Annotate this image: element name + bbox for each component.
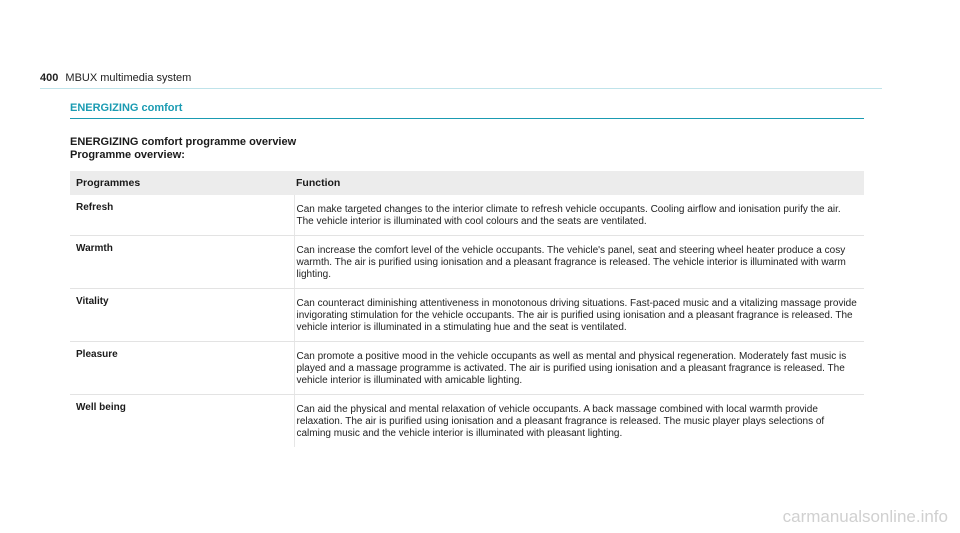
column-header-programmes: Programmes [70, 171, 294, 195]
subheading-caption: Programme overview: [70, 149, 185, 161]
table-row [70, 342, 864, 395]
programme-name: Warmth [70, 236, 294, 289]
programme-table [70, 171, 864, 447]
subheading [70, 136, 296, 162]
table-row [70, 195, 864, 236]
programme-name: Refresh [70, 195, 294, 236]
programme-table-grid [70, 171, 864, 447]
page-header-title: MBUX multimedia system [65, 72, 192, 84]
programme-function: Can increase the comfort level of the vehicle occupants. The vehicle's panel, seat and steering wheel heater produce a cosy warmth. The air is purified using ionisation and a pleasant fragrance is released. The vehicle interior is illuminated with warm lighting. [294, 236, 864, 289]
header-divider [40, 88, 882, 89]
programme-name: Pleasure [70, 342, 294, 395]
programme-name: Vitality [70, 289, 294, 342]
table-header-row [70, 171, 864, 195]
table-row [70, 395, 864, 448]
section-title: ENERGIZING comfort [70, 102, 183, 114]
column-header-function: Function [294, 171, 864, 195]
programme-function: Can counteract diminishing attentiveness in monotonous driving situations. Fast-paced music and a vitalizing massage provide invigorating stimulation for the vehicle occupants. The air is purified using ionisation and a pleasant fragrance is released. The vehicle interior is illuminated in a stimulating hue and the seat is ventilated. [294, 289, 864, 342]
section-divider [70, 118, 864, 119]
programme-function: Can aid the physical and mental relaxation of vehicle occupants. A back massage combined with local warmth provide relaxation. The air is purified using ionisation and a pleasant fragrance is released. The music player plays selections of calming music and the vehicle interior is illuminated with pleasant lighting. [296, 404, 825, 439]
subheading-title: ENERGIZING comfort programme overview [70, 136, 297, 148]
programme-function: Can make targeted changes to the interior climate to refresh vehicle occupants. Cooling airflow and ionisation purify the air. The vehicle interior is illuminated with cool colours and the seats are ventilated. [294, 195, 864, 236]
programme-function: Can promote a positive mood in the vehicle occupants as well as mental and physical regeneration. Moderately fast music is played and a massage programme is activated. The air is purified using ionisation and a pleasant fragrance is released. The vehicle interior is illuminated with amicable lighting. [294, 342, 864, 395]
programme-name: Well being [70, 395, 294, 448]
page-header [40, 72, 191, 84]
page-number: 400 [40, 72, 59, 84]
table-row [70, 236, 864, 289]
watermark: carmanualsonline.info [782, 507, 948, 526]
table-row [70, 289, 864, 342]
